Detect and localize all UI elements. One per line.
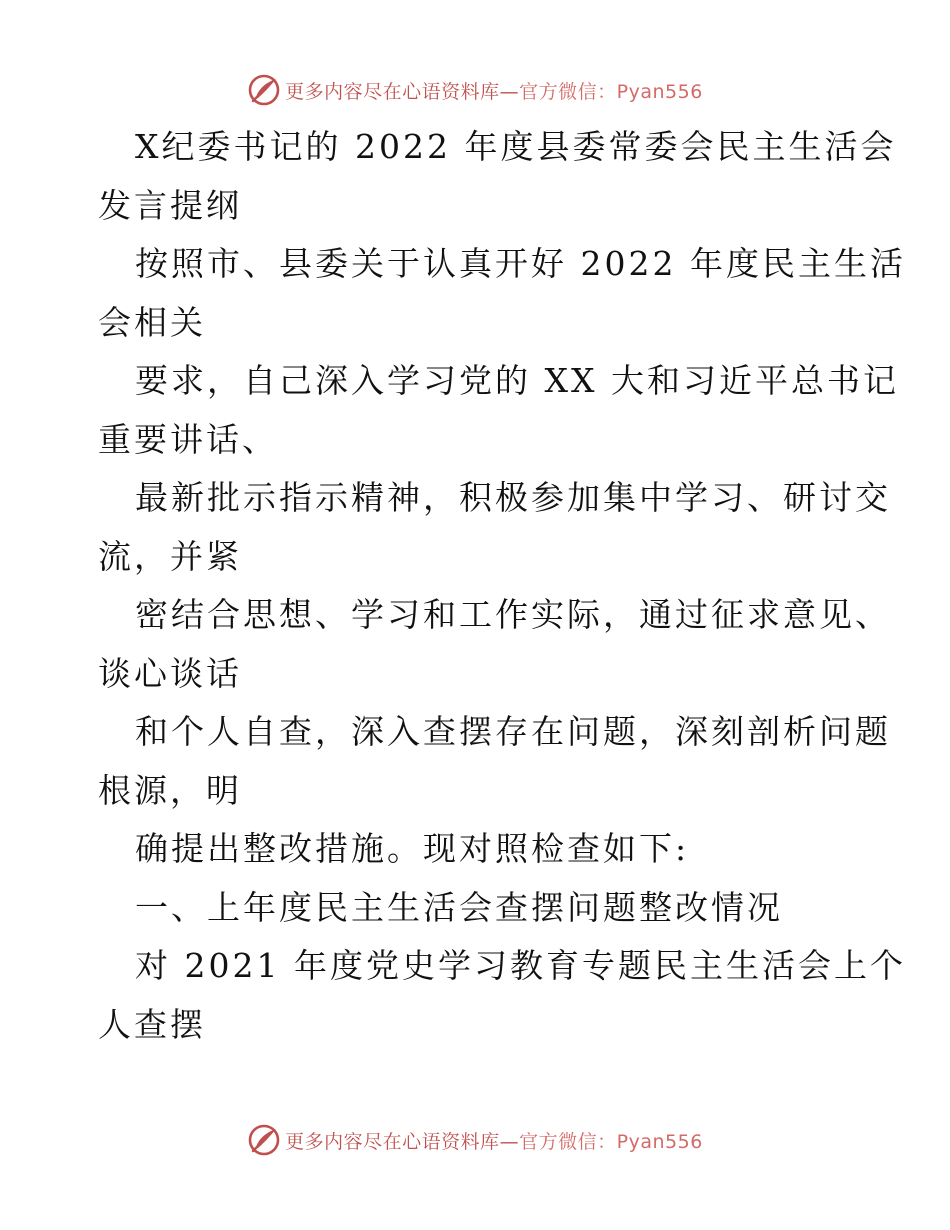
section-heading: 一、上年度民主生活会查摆问题整改情况: [135, 887, 783, 927]
body-line: 按照市、县委关于认真开好 2022 年度民主生活: [135, 244, 906, 283]
document-body: [98, 118, 906, 1054]
header-banner: [0, 70, 950, 110]
header-banner-title: 更多内容尽在心语资料库—: [285, 80, 520, 103]
body-line: 发言提纲: [98, 185, 242, 225]
body-line: 重要讲话、: [98, 419, 278, 459]
body-line: 谈心谈话: [98, 653, 242, 693]
body-line: 确提出整改措施。现对照检查如下:: [135, 829, 690, 868]
body-line: 对 2021 年度党史学习教育专题民主生活会上个: [135, 946, 906, 985]
body-line: 最新批示指示精神，积极参加集中学习、研讨交: [135, 478, 891, 517]
quill-logo-icon: [247, 1123, 281, 1157]
body-line: 会相关: [98, 302, 206, 342]
body-line: 根源，明: [98, 770, 242, 810]
header-banner-wechat: 官方微信：Pyan556: [519, 80, 703, 103]
header-banner-text: [285, 77, 703, 104]
footer-banner: [0, 1120, 950, 1160]
body-line: 流，并紧: [98, 536, 242, 576]
body-line: X纪委书记的 2022 年度县委常委会民主生活会: [135, 127, 897, 166]
footer-banner-title: 更多内容尽在心语资料库—: [285, 1130, 520, 1153]
quill-logo-icon: [247, 73, 281, 107]
body-line: 人查摆: [98, 1004, 206, 1044]
body-line: 要求，自己深入学习党的 XX 大和习近平总书记: [135, 361, 899, 400]
footer-banner-wechat: 官方微信：Pyan556: [519, 1130, 703, 1153]
footer-banner-text: [285, 1127, 703, 1154]
body-line: 密结合思想、学习和工作实际，通过征求意见、: [135, 595, 891, 634]
body-line: 和个人自查，深入查摆存在问题，深刻剖析问题: [135, 712, 891, 751]
